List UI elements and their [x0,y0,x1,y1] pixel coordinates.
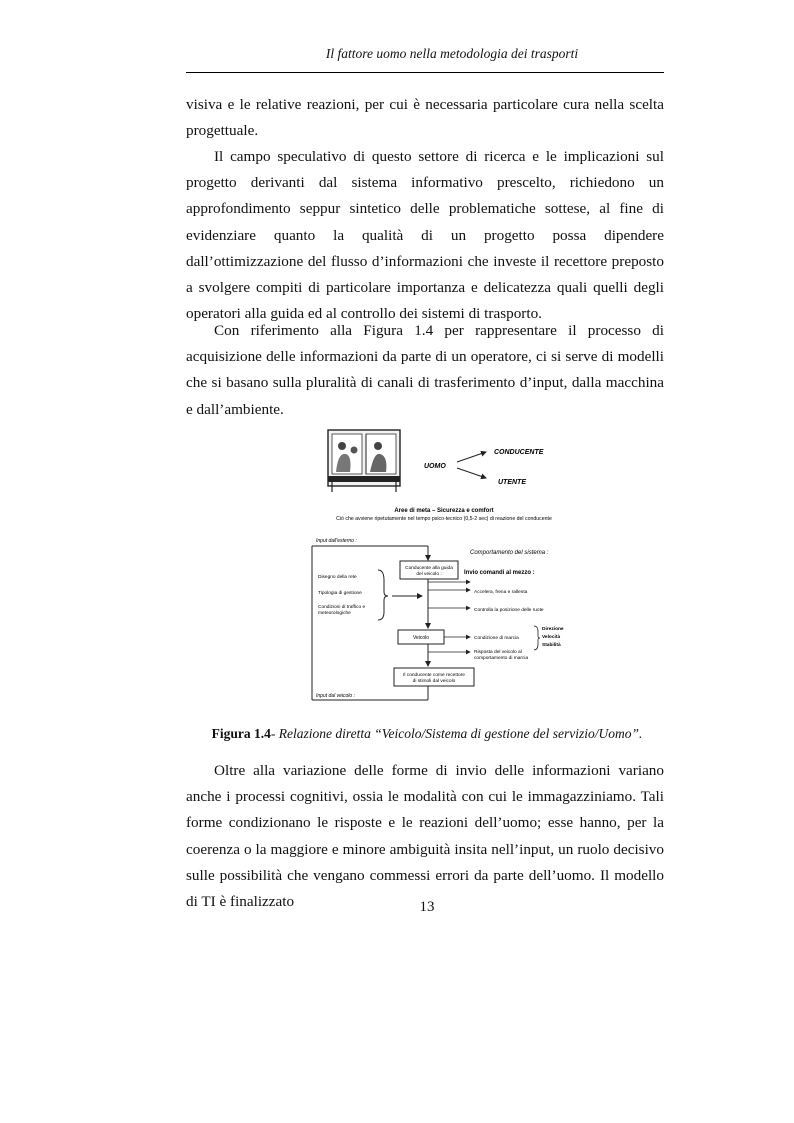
box-recettore-line2: di stimoli dal veicolo [412,679,456,684]
paragraph-2: Il campo speculativo di questo settore di ricerca e le implicazioni sul progetto derivanti dal sistema informativo prescelto, richiedono un approfondimento seppur sintetico delle problematiche sottese, al fine di evidenziare quanto la qualità di un progetto possa dipendere dall’ottimizzazione del flusso d’informazioni che investe il recettore preposto a svolgere compiti di particolare importanza e delicatezza quali quelli degli operatori alla guida ed al controllo dei sistemi di trasporto. [186,148,664,323]
box-conducente-line2: del veicolo : [416,572,442,577]
box-recettore-line1: Il conducente come recettore [403,673,465,678]
paragraph-3: Con riferimento alla Figura 1.4 per rappresentare il processo di acquisizione delle informazioni da parte di un operatore, ci si serve di modelli che si basano sulla pluralità di canali di trasferimento d’input, dalla macchina e dall’ambiente. [186,322,664,418]
figure-caption [0,726,794,742]
running-header: Il fattore uomo nella metodologia dei trasporti [325,46,579,61]
label-comportamento: Comportamento del sistema : [470,550,549,556]
box-veicolo: Veicolo [412,635,430,641]
paragraph-4: Oltre alla variazione delle forme di invio delle informazioni variano anche i processi cognitivi, ossia le modalità con cui le immagazziniamo. Tali forme condizionano le risposte e le reazioni dell’uomo; esse hanno, per la coerenza o la maggiore e minore ambiguità insita nell’input, un ruolo decisivo sulle possibilità che vengano commessi errori da parte dell’uomo. Il modello di TI è finalizzato [186,762,664,911]
label-condizione-marcia: Condizione di marcia [474,636,519,641]
input-condizioni-line1: Condizioni di traffico e [318,605,366,610]
action-accelera: Accelera, frena e rallenta [474,590,528,595]
figure-diagram [306,424,582,710]
input-disegno-rete: Disegno della rete [318,575,357,580]
input-condizioni-line2: meteorologiche [318,611,351,616]
input-tipologia: Tipologia di gestione [318,591,362,596]
action-controlla: Controlla la posizione delle ruote [474,608,544,613]
aree-title: Aree di meta – Sicurezza e comfort [394,508,494,514]
label-input-esterno: Input dall'esterno : [316,538,357,544]
label-utente: UTENTE [498,479,526,486]
page-number: 13 [419,899,435,915]
label-input-veicolo: Input dal veicolo : [316,693,355,699]
cab-illustration [328,430,400,492]
label-risposta-line2: comportamento di marcia [474,656,529,661]
caption-text: - Relazione diretta “Veicolo/Sistema di gestione del servizio/Uomo”. [270,726,643,741]
label-risposta-line1: Risposta del veicolo al [474,650,522,655]
header-rule [186,72,664,73]
aree-subtitle: Ciò che avviene ripetutamente nel tempo psico-tecnico (0,5-2 sec) di reazione del conducente [336,516,552,522]
label-uomo: UOMO [424,463,446,470]
figure-1-4 [306,424,582,710]
label-stabilita: Stabilità [542,643,561,648]
label-conducente: CONDUCENTE [494,449,544,456]
label-invio-comandi: Invio comandi al mezzo : [464,570,535,576]
box-conducente-line1: Conducente alla guida [405,566,453,571]
label-direzione: Direzione [542,627,564,632]
label-velocita: Velocità [542,635,561,640]
paragraph-1: visiva e le relative reazioni, per cui è necessaria particolare cura nella scelta progettuale. [186,96,664,140]
caption-lead: Figura 1.4 [211,726,271,741]
